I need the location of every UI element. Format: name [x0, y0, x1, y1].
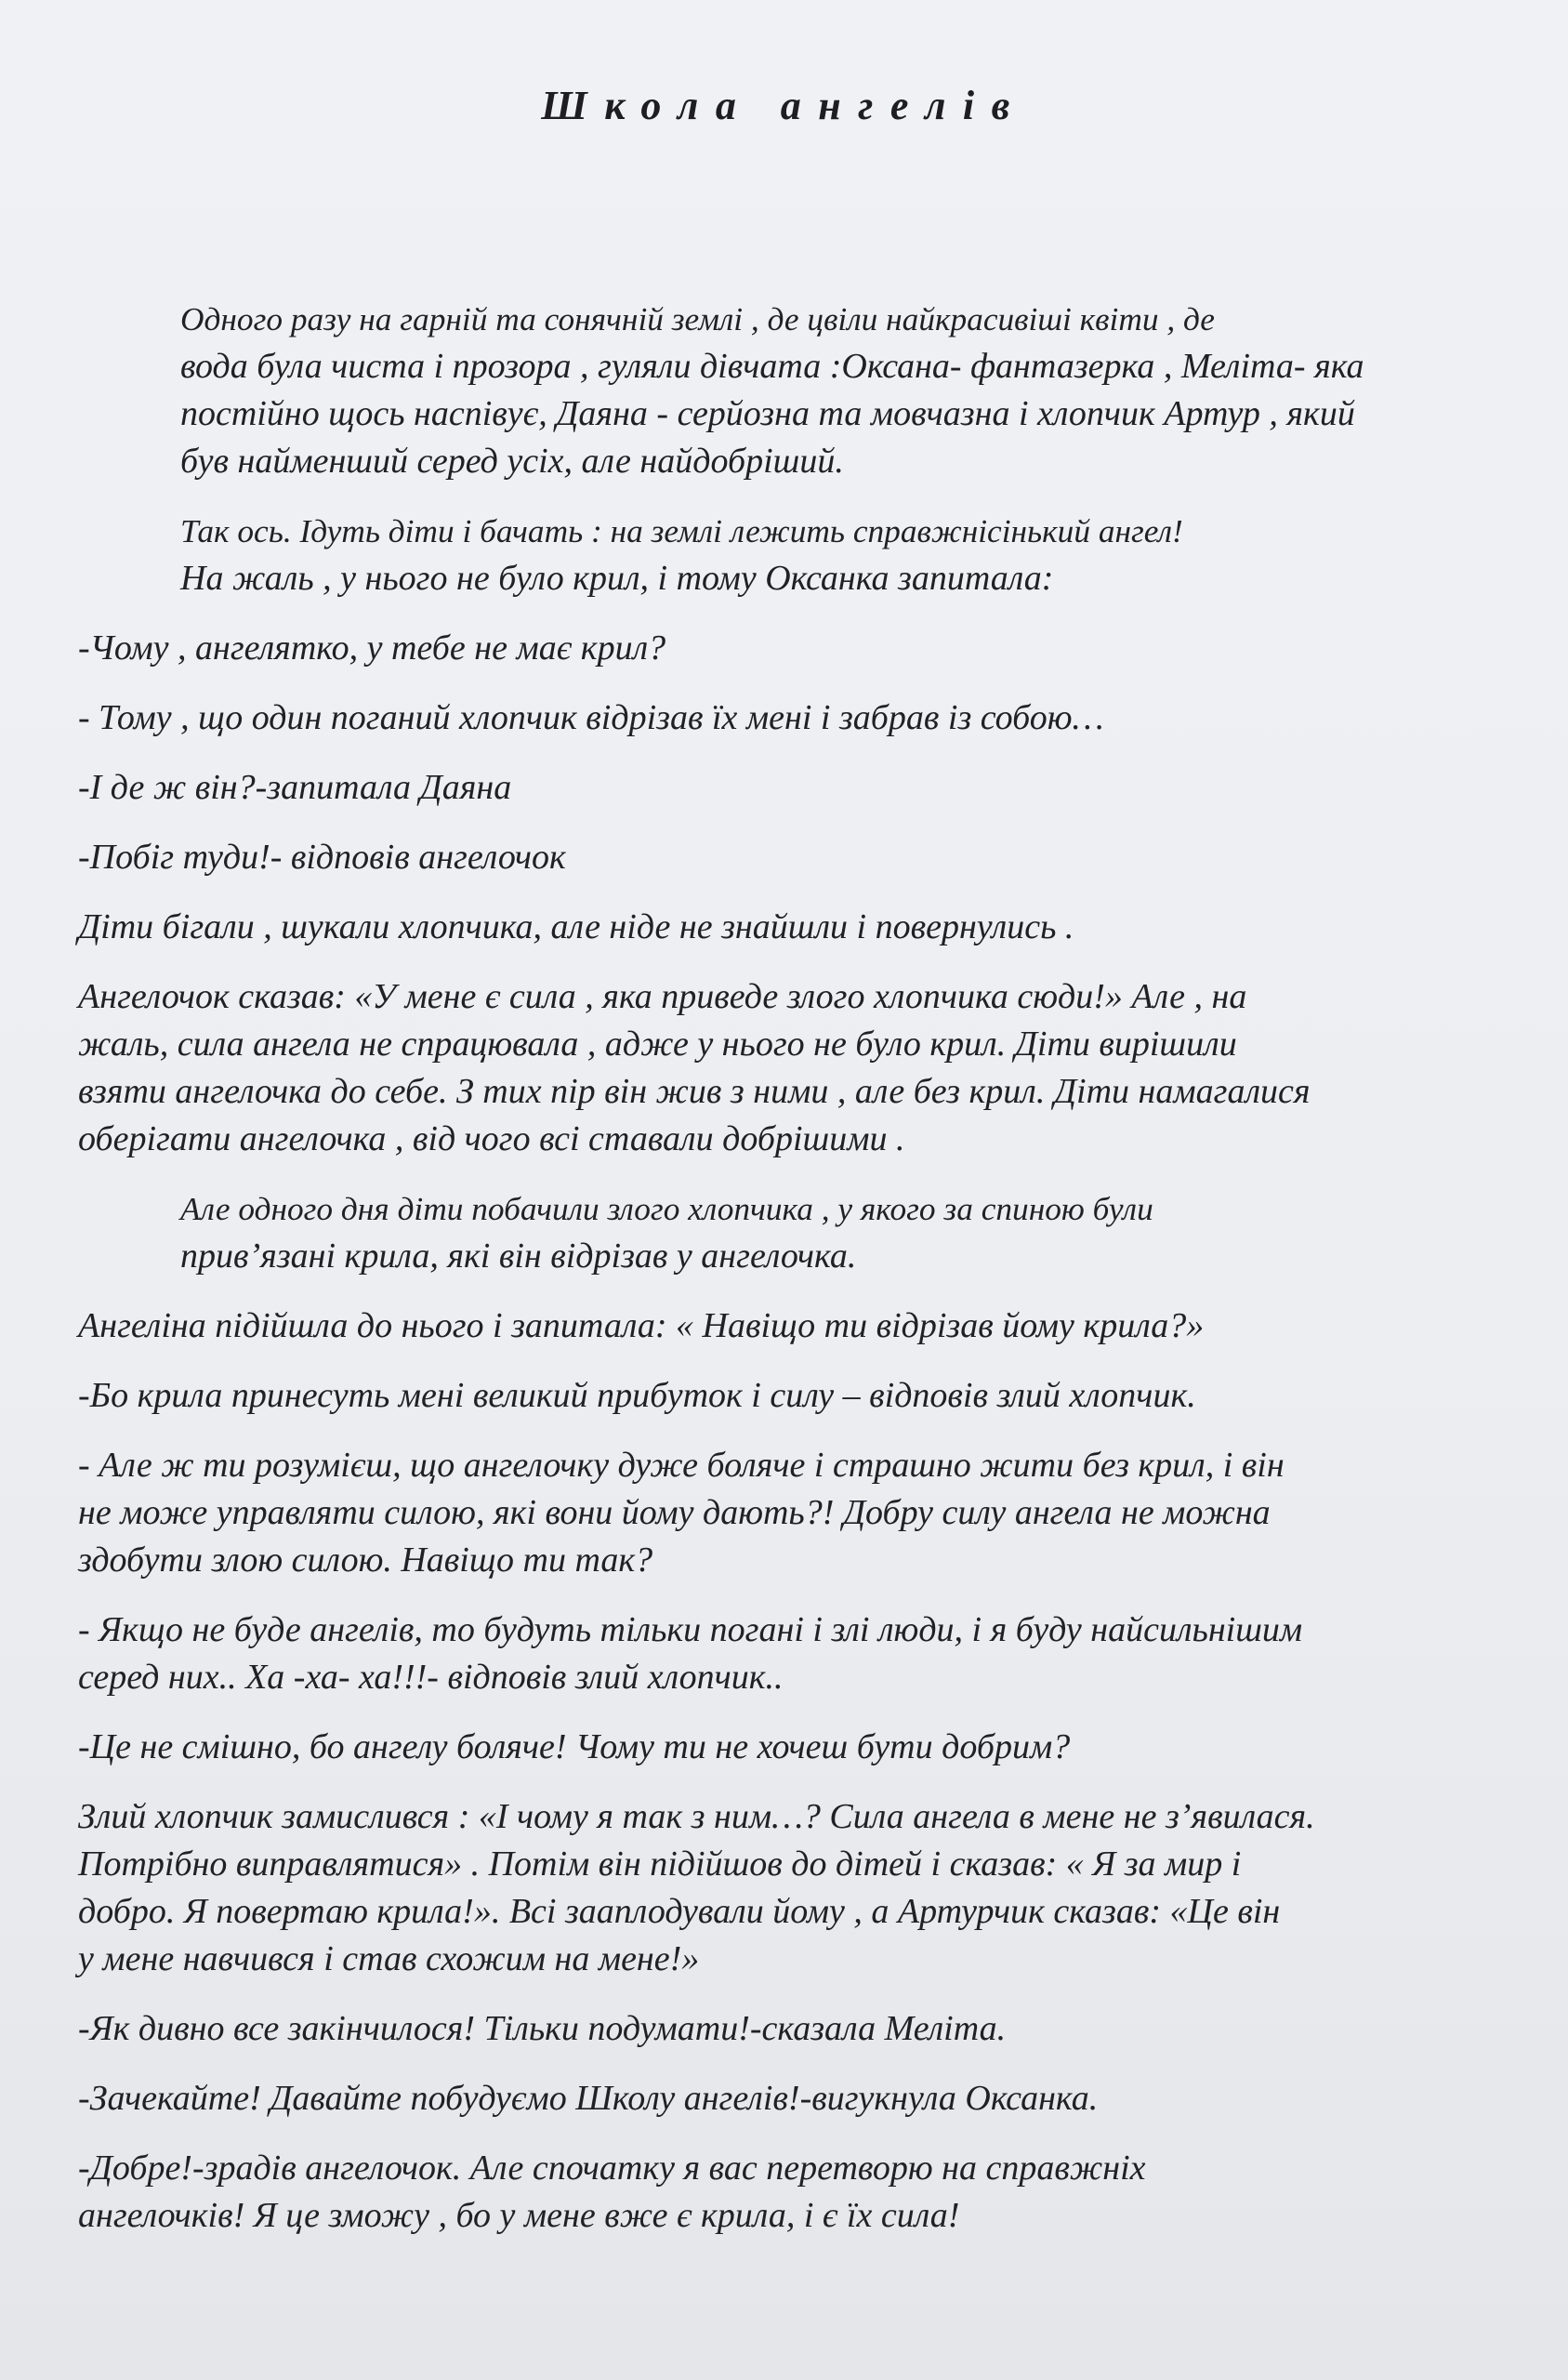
text-line: ангелочків! Я це зможу , бо у мене вже є крила, і є їх сила!	[78, 2196, 960, 2235]
text-line: -Бо крила принесуть мені великий прибуток і силу – відповів злий хлопчик.	[78, 1376, 1196, 1415]
story-paragraph	[78, 1372, 1537, 1420]
text-line: не може управляти силою, які вони йому дають?! Добру силу ангела не можна	[78, 1493, 1271, 1532]
story-paragraph	[78, 2005, 1537, 2053]
text-line: - Але ж ти розумієш, що ангелочку дуже боляче і страшно жити без крил, і він	[78, 1446, 1285, 1485]
text-line: взяти ангелочка до себе. З тих пір він жив з ними , але без крил. Діти намагалися	[78, 1072, 1311, 1111]
text-line: постійно щось наспівує, Даяна - серйозна та мовчазна і хлопчик Артур , який	[180, 394, 1355, 433]
text-line: -Це не смішно, бо ангелу боляче! Чому ти не хочеш бути добрим?	[78, 1727, 1071, 1766]
story-paragraph	[78, 1302, 1537, 1350]
text-line: добро. Я повертаю крила!». Всі зааплодували йому , а Артурчик сказав: «Це він	[78, 1892, 1281, 1931]
text-line: здобути злою силою. Навіщо ти так?	[78, 1540, 653, 1580]
text-line: жаль, сила ангела не спрацювала , адже у нього не було крил. Діти вирішили	[78, 1025, 1237, 1064]
story-paragraph	[78, 904, 1537, 951]
text-line: -Як дивно все закінчилося! Тільки подумати!-сказала Меліта.	[78, 2009, 1007, 2048]
text-line: вода була чиста і прозора , гуляли дівчата :Оксана- фантазерка , Меліта- яка	[180, 347, 1364, 386]
story-paragraph	[78, 625, 1537, 672]
text-line: -І де ж він?-запитала Даяна	[78, 768, 512, 807]
story-paragraph	[78, 1724, 1537, 1771]
story-paragraph	[78, 1606, 1537, 1701]
text-line: оберігати ангелочка , від чого всі ставали добрішими .	[78, 1119, 905, 1158]
text-line: Так ось. Ідуть діти і бачать : на землі лежить справжнісінький ангел!	[180, 513, 1183, 549]
story-paragraph	[78, 1185, 1537, 1280]
text-line: був найменший серед усіх, але найдобріший.	[180, 442, 844, 481]
story-paragraph	[78, 508, 1537, 602]
story-paragraph	[78, 1442, 1537, 1584]
text-line: Діти бігали , шукали хлопчика, але ніде не знайшли і повернулись .	[78, 907, 1074, 946]
text-line: Одного разу на гарній та сонячній землі , де цвіли найкрасивіші квіти , де	[180, 301, 1215, 337]
text-line: -Добре!-зрадів ангелочок. Але спочатку я вас перетворю на справжніх	[78, 2149, 1146, 2188]
text-line: На жаль , у нього не було крил, і тому Оксанка запитала:	[180, 559, 1054, 598]
text-line: - Тому , що один поганий хлопчик відрізав їх мені і забрав із собою…	[78, 698, 1104, 737]
story-paragraph	[78, 2075, 1537, 2122]
text-line: -Побіг туди!- відповів ангелочок	[78, 838, 566, 877]
story-body	[78, 296, 1537, 2262]
text-line: - Якщо не буде ангелів, то будуть тільки погані і злі люди, і я буду найсильнішим	[78, 1610, 1303, 1649]
story-paragraph	[78, 834, 1537, 881]
text-line: прив’язані крила, які він відрізав у ангелочка.	[180, 1236, 857, 1276]
text-line: Але одного дня діти побачили злого хлопчика , у якого за спиною були	[180, 1191, 1153, 1227]
text-line: Злий хлопчик замислився : «І чому я так з ним…? Сила ангела в мене не з’явилася.	[78, 1797, 1315, 1836]
story-paragraph	[78, 2145, 1537, 2240]
text-line: -Зачекайте! Давайте побудуємо Школу ангелів!-вигукнула Оксанка.	[78, 2079, 1099, 2118]
text-line: Потрібно виправлятися» . Потім він підійшов до дітей і сказав: « Я за мир і	[78, 1844, 1242, 1884]
text-line: у мене навчився і став схожим на мене!»	[78, 1939, 700, 1978]
story-paragraph	[78, 694, 1537, 742]
document-title: Школа ангелів	[541, 83, 1027, 128]
story-paragraph	[78, 1793, 1537, 1983]
text-line: серед них.. Ха -ха- ха!!!- відповів злий хлопчик..	[78, 1658, 784, 1697]
story-paragraph	[78, 296, 1537, 485]
text-line: Ангелочок сказав: «У мене є сила , яка приведе злого хлопчика сюди!» Але , на	[78, 977, 1247, 1016]
text-line: Ангеліна підійшла до нього і запитала: « Навіщо ти відрізав йому крила?»	[78, 1306, 1205, 1345]
story-paragraph	[78, 973, 1537, 1163]
text-line: -Чому , ангелятко, у тебе не має крил?	[78, 628, 666, 668]
story-paragraph	[78, 764, 1537, 812]
